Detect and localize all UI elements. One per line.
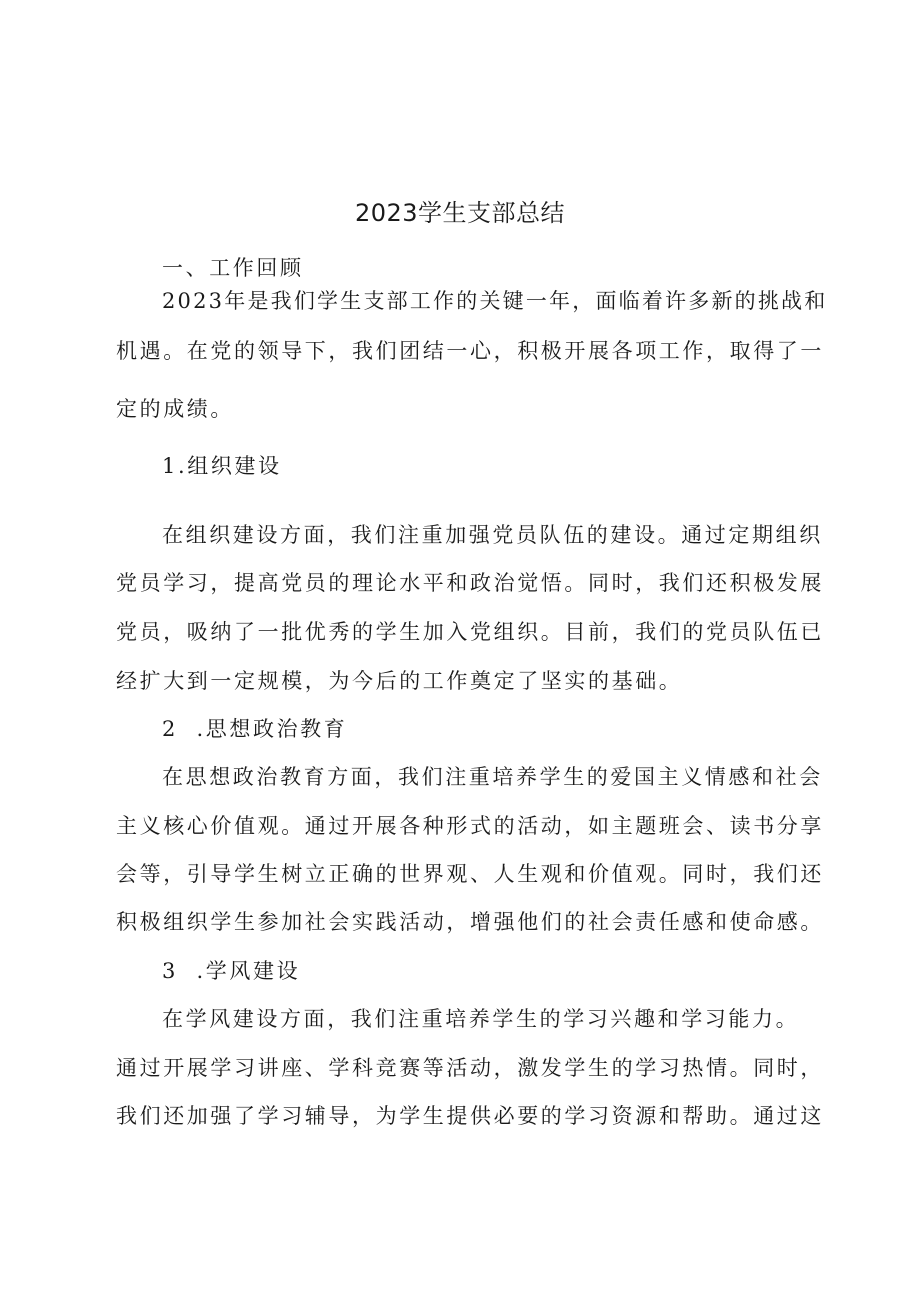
ideology-line-3: 会等，引导学生树立正确的世界观、人生观和价值观。同时，我们还 (116, 862, 824, 886)
intro-line-3: 定的成绩。 (116, 397, 234, 421)
document-title: 2023学生支部总结 (354, 199, 566, 227)
ideology-line-4: 积极组织学生参加社会实践活动，增强他们的社会责任感和使命感。 (116, 910, 824, 934)
study-line-2: 通过开展学习讲座、学科竞赛等活动，激发学生的学习热情。同时， (116, 1056, 824, 1080)
subheading-ideological-education: 2 .思想政治教育 (162, 717, 348, 741)
subheading-organization: 1.组织建设 (162, 454, 282, 478)
ideology-line-2: 主义核心价值观。通过开展各种形式的活动，如主题班会、读书分享 (116, 814, 824, 838)
organization-line-3: 党员，吸纳了一批优秀的学生加入党组织。目前，我们的党员队伍已 (116, 620, 824, 644)
subheading-study-style: 3 .学风建设 (162, 959, 301, 983)
intro-line-1: 2023年是我们学生支部工作的关键一年，面临着许多新的挑战和 (162, 289, 828, 313)
organization-line-1: 在组织建设方面，我们注重加强党员队伍的建设。通过定期组织 (162, 523, 823, 547)
section-heading-work-review: 一、工作回顾 (162, 256, 304, 280)
study-line-1: 在学风建设方面，我们注重培养学生的学习兴趣和学习能力。 (162, 1007, 800, 1031)
intro-line-2: 机遇。在党的领导下，我们团结一心，积极开展各项工作，取得了一 (116, 339, 824, 363)
ideology-line-1: 在思想政治教育方面，我们注重培养学生的爱国主义情感和社会 (162, 765, 823, 789)
study-line-3: 我们还加强了学习辅导，为学生提供必要的学习资源和帮助。通过这 (116, 1104, 824, 1128)
organization-line-4: 经扩大到一定规模，为今后的工作奠定了坚实的基础。 (116, 669, 683, 693)
organization-line-2: 党员学习，提高党员的理论水平和政治觉悟。同时，我们还积极发展 (116, 571, 824, 595)
